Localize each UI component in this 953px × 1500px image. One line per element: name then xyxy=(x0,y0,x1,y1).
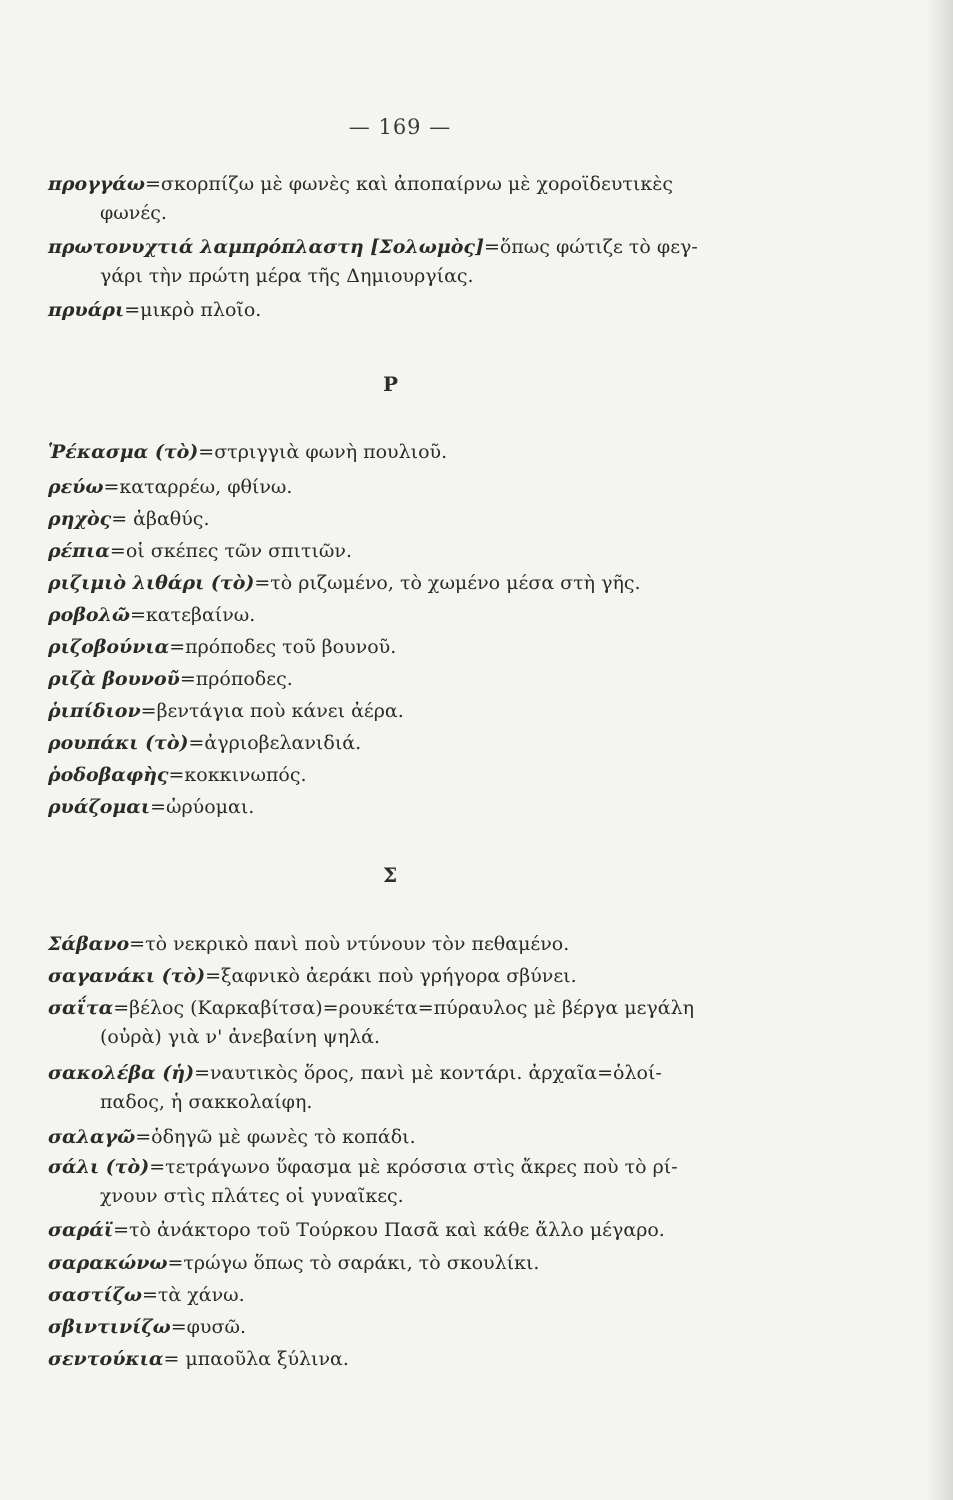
headword: σβιντινίζω xyxy=(48,1316,171,1338)
headword: σαρακώνω xyxy=(48,1252,168,1274)
headword: Ῥέκασμα (τὸ) xyxy=(48,441,199,463)
definition: =ὠρύομαι. xyxy=(150,796,255,818)
headword: σακολέβα (ἡ) xyxy=(48,1062,195,1084)
glossary-entry xyxy=(48,1345,768,1374)
headword: ῥιπίδιον xyxy=(48,700,141,722)
definition-continuation: φωνές. xyxy=(100,202,167,224)
page-number: — 169 — xyxy=(348,115,452,139)
headword: σάλι (τὸ) xyxy=(48,1156,150,1178)
definition-continuation: (οὐρὰ) γιὰ ν' ἀνεβαίνη ψηλά. xyxy=(100,1026,380,1048)
definition: =μικρὸ πλοῖο. xyxy=(124,299,262,321)
headword: προγγάω xyxy=(48,173,146,195)
headword: Σάβανο xyxy=(48,933,130,955)
definition: =βέλος (Καρκαβίτσα)=ρουκέτα=πύραυλος μὲ βέργα μεγάλη xyxy=(113,997,695,1019)
definition: =κοκκινωπός. xyxy=(168,764,307,786)
glossary-entry xyxy=(48,1249,768,1278)
section-letter-sigma: Σ xyxy=(383,863,398,887)
definition: =καταρρέω, φθίνω. xyxy=(103,476,293,498)
headword: ρυάζομαι xyxy=(48,796,151,818)
headword: ῥοδοβαφὴς xyxy=(48,764,169,786)
glossary-entry xyxy=(48,233,768,291)
glossary-entry xyxy=(48,473,768,502)
definition-continuation: χνουν στὶς πλάτες οἱ γυναῖκες. xyxy=(100,1185,404,1207)
headword: ριζὰ βουνοῦ xyxy=(48,668,180,690)
headword: ριζιμιὸ λιθάρι (τὸ) xyxy=(48,572,255,594)
definition: =ὁδηγῶ μὲ φωνὲς τὸ κοπάδι. xyxy=(135,1126,416,1148)
definition-continuation: παδος, ἡ σακκολαίφη. xyxy=(100,1091,313,1113)
glossary-entry xyxy=(48,665,768,694)
definition: =πρόποδες τοῦ βουνοῦ. xyxy=(169,636,397,658)
glossary-entry xyxy=(48,793,768,822)
definition: =τὸ ἀνάκτορο τοῦ Τούρκου Πασᾶ καὶ κάθε ἄλλο μέγαρο. xyxy=(113,1219,665,1241)
definition: =τὸ νεκρικὸ πανὶ ποὺ ντύνουν τὸν πεθαμένο. xyxy=(129,933,570,955)
section-letter-rho: Ρ xyxy=(383,372,399,396)
glossary-entry xyxy=(48,1281,768,1310)
glossary-entry xyxy=(48,537,768,566)
definition: =ξαφνικὸ ἀεράκι ποὺ γρήγορα σβύνει. xyxy=(205,965,577,987)
headword: σαΐτα xyxy=(48,997,114,1019)
glossary-entry xyxy=(48,729,768,758)
glossary-entry xyxy=(48,633,768,662)
definition: =σκορπίζω μὲ φωνὲς καὶ ἀποπαίρνω μὲ χοροϊδευτικὲς xyxy=(145,173,674,195)
definition: =τὰ χάνω. xyxy=(141,1284,245,1306)
glossary-entry xyxy=(48,170,768,228)
definition: =βεντάγια ποὺ κάνει ἀέρα. xyxy=(140,700,404,722)
definition: =πρόποδες. xyxy=(179,668,293,690)
headword: πρυάρι xyxy=(48,299,125,321)
headword: πρωτονυχτιά λαμπρόπλαστη [Σολωμὸς] xyxy=(48,236,484,258)
headword: σαλαγῶ xyxy=(48,1126,136,1148)
headword: σαράϊ xyxy=(48,1219,114,1241)
headword: ροβολῶ xyxy=(48,604,131,626)
headword: ρουπάκι (τὸ) xyxy=(48,732,189,754)
definition: =φυσῶ. xyxy=(170,1316,246,1338)
glossary-entry xyxy=(48,1153,768,1211)
headword: ρεύω xyxy=(48,476,104,498)
glossary-entry xyxy=(48,697,768,726)
definition-continuation: γάρι τὴν πρώτη μέρα τῆς Δημιουργίας. xyxy=(100,265,474,287)
headword: ρηχὸς xyxy=(48,508,112,530)
headword: σαγανάκι (τὸ) xyxy=(48,965,206,987)
definition: =οἱ σκέπες τῶν σπιτιῶν. xyxy=(109,540,353,562)
glossary-entry xyxy=(48,1059,768,1117)
definition: =ὅπως φώτιζε τὸ φεγ- xyxy=(483,236,698,258)
definition: =ναυτικὸς ὅρος, πανὶ μὲ κοντάρι. ἀρχαῖα=ὁλοί- xyxy=(194,1062,662,1084)
definition: =τετράγωνο ὕφασμα μὲ κρόσσια στὶς ἄκρες ποὺ τὸ ρί- xyxy=(149,1156,678,1178)
definition: =ἀγριοβελανιδιά. xyxy=(188,732,362,754)
glossary-entry xyxy=(48,438,768,467)
glossary-entry xyxy=(48,761,768,790)
glossary-entry xyxy=(48,1123,768,1152)
definition: = ἀβαθύς. xyxy=(111,508,210,530)
headword: ριζοβούνια xyxy=(48,636,170,658)
headword: σαστίζω xyxy=(48,1284,142,1306)
page-spine-shadow xyxy=(927,0,953,1500)
glossary-entry xyxy=(48,1216,768,1245)
glossary-entry xyxy=(48,994,768,1052)
headword: ρέπια xyxy=(48,540,110,562)
glossary-entry xyxy=(48,962,768,991)
definition: =τρώγω ὅπως τὸ σαράκι, τὸ σκουλίκι. xyxy=(167,1252,540,1274)
glossary-entry xyxy=(48,930,768,959)
definition: =στριγγιὰ φωνὴ πουλιοῦ. xyxy=(198,441,448,463)
glossary-entry xyxy=(48,1313,768,1342)
glossary-entry xyxy=(48,569,768,598)
headword: σεντούκια xyxy=(48,1348,164,1370)
glossary-entry xyxy=(48,296,768,325)
definition: = μπαοῦλα ξύλινα. xyxy=(163,1348,349,1370)
glossary-entry xyxy=(48,505,768,534)
definition: =τὸ ριζωμένο, τὸ χωμένο μέσα στὴ γῆς. xyxy=(254,572,641,594)
glossary-entry xyxy=(48,601,768,630)
definition: =κατεβαίνω. xyxy=(130,604,256,626)
